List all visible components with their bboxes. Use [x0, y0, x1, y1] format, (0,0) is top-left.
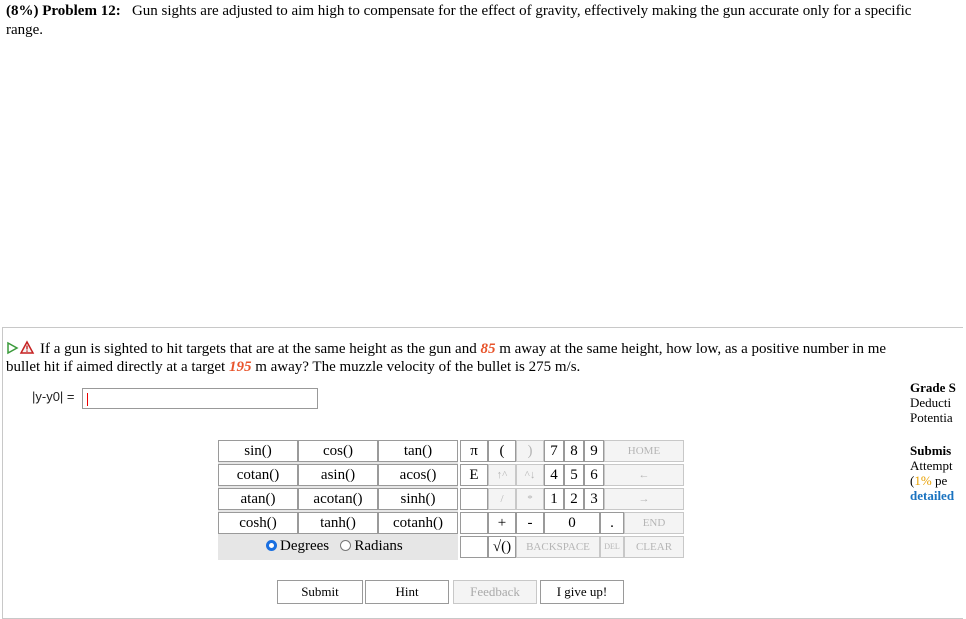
- open-paren-button[interactable]: (: [488, 440, 516, 462]
- end-button[interactable]: END: [624, 512, 684, 534]
- attempts-label: Attempt: [910, 458, 953, 473]
- cotan-button[interactable]: cotan(): [218, 464, 298, 486]
- right-arrow-button[interactable]: →: [604, 488, 684, 510]
- clear-button[interactable]: CLEAR: [624, 536, 684, 558]
- question-text: [6, 340, 966, 376]
- problem-number: (8%) Problem 12:: [6, 3, 121, 19]
- distance-value-2: 195: [228, 359, 252, 375]
- degrees-label: Degrees: [280, 538, 330, 554]
- cos-button[interactable]: cos(): [298, 440, 378, 462]
- answer-label: |y-y0| =: [32, 389, 75, 404]
- sinh-button[interactable]: sinh(): [378, 488, 458, 510]
- digit-0-button[interactable]: 0: [544, 512, 600, 534]
- question-part2: m away at the same height, how low, as a positive number in me: [495, 341, 887, 357]
- radians-radio[interactable]: [340, 540, 351, 551]
- acos-button[interactable]: acos(): [378, 464, 458, 486]
- close-paren-button[interactable]: ): [516, 440, 544, 462]
- digit-1-button[interactable]: 1: [544, 488, 564, 510]
- digit-4-button[interactable]: 4: [544, 464, 564, 486]
- deductions-label: Deducti: [910, 395, 952, 410]
- pi-button[interactable]: π: [460, 440, 488, 462]
- divide-button[interactable]: /: [488, 488, 516, 510]
- digit-5-button[interactable]: 5: [564, 464, 584, 486]
- backspace-button[interactable]: BACKSPACE: [516, 536, 600, 558]
- minus-button[interactable]: -: [516, 512, 544, 534]
- angle-mode-selector: [266, 536, 403, 556]
- power-up-button[interactable]: ↑^: [488, 464, 516, 486]
- digit-2-button[interactable]: 2: [564, 488, 584, 510]
- potential-label: Potentia: [910, 410, 953, 425]
- digit-3-button[interactable]: 3: [584, 488, 604, 510]
- acotan-button[interactable]: acotan(): [298, 488, 378, 510]
- blank-button-3[interactable]: [460, 536, 488, 558]
- answer-input[interactable]: [82, 388, 318, 409]
- digit-8-button[interactable]: 8: [564, 440, 584, 462]
- asin-button[interactable]: asin(): [298, 464, 378, 486]
- decimal-point-button[interactable]: .: [600, 512, 624, 534]
- submissions-title: Submis: [910, 443, 952, 458]
- text-caret: [87, 393, 88, 406]
- grade-sidebar: [910, 380, 956, 503]
- per-attempt-note: (1% pe: [910, 473, 948, 488]
- blank-button-2[interactable]: [460, 512, 488, 534]
- blank-button-1[interactable]: [460, 488, 488, 510]
- give-up-button[interactable]: I give up!: [540, 580, 624, 604]
- grade-summary-title: Grade S: [910, 380, 956, 395]
- question-part1: If a gun is sighted to hit targets that are at the same height as the gun and: [40, 341, 481, 357]
- problem-statement: Gun sights are adjusted to aim high to compensate for the effect of gravity, effectively making the gun accurate only for a specific range.: [6, 3, 912, 38]
- left-arrow-button[interactable]: ←: [604, 464, 684, 486]
- problem-header: [6, 2, 941, 40]
- tan-button[interactable]: tan(): [378, 440, 458, 462]
- distance-value-1: 85: [480, 341, 496, 357]
- power-down-button[interactable]: ^↓: [516, 464, 544, 486]
- multiply-button[interactable]: *: [516, 488, 544, 510]
- warning-icon: [20, 341, 34, 354]
- submit-button[interactable]: Submit: [277, 580, 363, 604]
- hint-button[interactable]: Hint: [365, 580, 449, 604]
- detailed-view-link[interactable]: detailed: [910, 488, 955, 503]
- radians-label: Radians: [354, 538, 403, 554]
- sqrt-button[interactable]: √(): [488, 536, 516, 558]
- digit-6-button[interactable]: 6: [584, 464, 604, 486]
- tanh-button[interactable]: tanh(): [298, 512, 378, 534]
- play-icon[interactable]: [6, 342, 18, 354]
- degrees-radio[interactable]: [266, 540, 277, 551]
- cotanh-button[interactable]: cotanh(): [378, 512, 458, 534]
- digit-7-button[interactable]: 7: [544, 440, 564, 462]
- feedback-button[interactable]: Feedback: [453, 580, 537, 604]
- atan-button[interactable]: atan(): [218, 488, 298, 510]
- question-part4: m away? The muzzle velocity of the bullet is 275 m/s.: [251, 359, 581, 375]
- cosh-button[interactable]: cosh(): [218, 512, 298, 534]
- plus-button[interactable]: +: [488, 512, 516, 534]
- home-button[interactable]: HOME: [604, 440, 684, 462]
- calculator: [218, 440, 684, 560]
- delete-button[interactable]: DEL: [600, 536, 624, 558]
- question-part3: bullet hit if aimed directly at a target: [6, 359, 229, 375]
- digit-9-button[interactable]: 9: [584, 440, 604, 462]
- e-button[interactable]: E: [460, 464, 488, 486]
- sin-button[interactable]: sin(): [218, 440, 298, 462]
